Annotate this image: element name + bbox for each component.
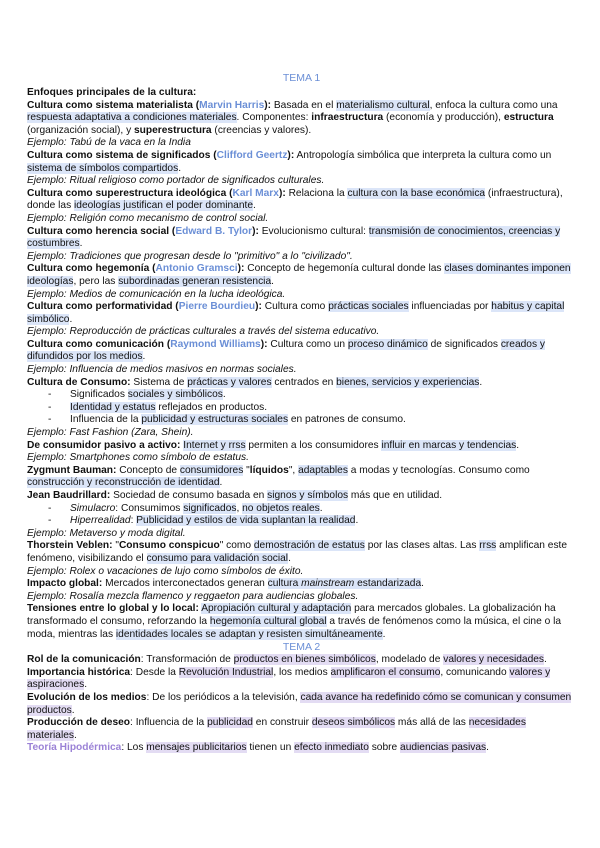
highlight: bienes, servicios y experiencias	[336, 376, 480, 388]
text: Basada en el	[271, 99, 337, 111]
highlight: Revolución Industrial	[178, 666, 274, 678]
text: en construir	[252, 717, 312, 729]
example-line: Ejemplo: Tradiciones que progresan desde lo "primitivo" a lo "civilizado".	[27, 250, 353, 262]
text: .	[479, 376, 483, 388]
section-heading: Cultura como comunicación (	[27, 338, 171, 350]
list-item	[70, 515, 576, 528]
highlight: creados y difundidos por los medios	[27, 338, 545, 363]
example-line: Ejemplo: Tabú de la vaca en la India	[27, 137, 191, 149]
example-line: Ejemplo: Fast Fashion (Zara, Shein).	[27, 427, 194, 439]
text: ",	[288, 464, 299, 476]
highlight: hegemonía cultural global	[209, 615, 327, 627]
highlight: no objetos reales	[242, 502, 320, 514]
text: Influencia de la	[70, 414, 142, 426]
example-line: Ejemplo: Rosalía mezcla flamenco y reggaeton para audiencias globales.	[27, 590, 359, 602]
tema2-title: TEMA 2	[282, 641, 321, 654]
text: " como	[219, 540, 254, 552]
text: : Desde la	[130, 666, 179, 678]
text: .	[74, 729, 77, 741]
section-superestructura	[27, 188, 576, 213]
intro-heading: Enfoques principales de la cultura:	[27, 87, 197, 98]
highlight: construcción y reconstrucción de identidad	[27, 477, 220, 489]
heading-close: ):	[237, 263, 245, 275]
highlight: estandarizada	[354, 578, 422, 590]
highlight: mainstream	[301, 578, 355, 590]
text: Relaciona la	[285, 187, 348, 199]
highlight: influir en marcas y tendencias	[381, 439, 517, 451]
section-heading: Rol de la comunicación	[27, 654, 141, 666]
author-name: Antonio Gramsci	[155, 263, 238, 275]
example-line: Ejemplo: Ritual religioso como portador de significados culturales.	[27, 175, 325, 187]
highlight: Internet y rrss	[183, 439, 246, 451]
highlight: audiencias pasivas	[400, 742, 487, 754]
example-line: Ejemplo: Religión como mecanismo de control social.	[27, 212, 269, 224]
highlight: identidades locales se adaptan y resisten simultáneamente	[115, 628, 383, 640]
italic-term: Hiperrealidad	[70, 515, 131, 527]
heading-close: ):	[287, 149, 295, 161]
text: .	[222, 389, 226, 401]
section-heading: Importancia histórica	[27, 666, 131, 678]
section-heading: Cultura como sistema materialista (	[27, 99, 200, 111]
section-produccion-deseo	[27, 717, 576, 742]
list-item	[70, 402, 576, 415]
text: (infraestructura), donde las	[27, 187, 563, 212]
highlight: clases dominantes imponen ideologías	[27, 263, 571, 287]
text: .	[382, 628, 386, 640]
text: : Transformación de	[140, 654, 234, 666]
text: por las clases altas. Las	[364, 540, 480, 552]
text: amplifican este fenómeno, visibilizando el	[27, 540, 568, 564]
author-name: Karl Marx	[232, 187, 279, 199]
text: (creencias y valores).	[211, 124, 312, 136]
highlight: deseos simbólicos	[311, 717, 396, 729]
author-name: Raymond Williams	[170, 338, 261, 350]
consumo-list	[27, 389, 576, 427]
section-evolucion-medios	[27, 692, 576, 717]
text: .	[288, 552, 291, 564]
text: tienen un	[246, 742, 295, 754]
highlight: necesidades materiales	[27, 717, 526, 741]
text: .	[355, 515, 359, 527]
section-heading: Thorstein Veblen:	[27, 540, 113, 552]
section-consumo	[27, 377, 576, 390]
highlight: adaptables	[298, 464, 348, 476]
highlight: amplificaron el consumo	[330, 666, 441, 678]
text: .	[219, 477, 223, 489]
section-baudrillard	[27, 490, 576, 503]
baudrillard-list	[27, 503, 576, 528]
section-tensiones	[27, 603, 576, 641]
author-name: Clifford Geertz	[216, 149, 288, 161]
text: sobre	[368, 742, 401, 754]
text: reflejados en productos.	[155, 401, 268, 413]
heading-close: ):	[264, 99, 272, 111]
section-materialista	[27, 100, 576, 138]
example-line: Ejemplo: Influencia de medios masivos en normas sociales.	[27, 364, 297, 376]
text: más que en utilidad.	[348, 490, 443, 501]
highlight: respuesta adaptativa a condiciones materiales	[27, 112, 237, 124]
bold-term: infraestructura	[311, 112, 384, 124]
text: Cultura como	[261, 301, 329, 313]
section-comunicacion	[27, 339, 576, 364]
text: para mercados globales. La globalización ha transformado el consumo, reforzando la	[27, 603, 556, 627]
text: "	[112, 540, 119, 552]
text: más allá de las	[395, 717, 469, 729]
text: : Consumimos	[115, 502, 184, 514]
text: .	[252, 200, 256, 212]
text: de significados	[427, 338, 501, 350]
section-heading: Cultura como sistema de significados (	[27, 149, 217, 161]
section-heading: Impacto global:	[27, 578, 103, 590]
section-teoria-hipodermica	[27, 742, 576, 755]
section-significados	[27, 150, 576, 175]
highlight: cultura	[267, 578, 302, 590]
section-herencia	[27, 226, 576, 251]
text: influenciadas por	[408, 301, 492, 313]
bold-term: superestructura	[134, 124, 212, 136]
text: : De los periódicos a la televisión,	[146, 691, 301, 703]
highlight: mensajes publicitarios	[146, 742, 247, 754]
text: .	[84, 679, 88, 691]
highlight: productos en bienes simbólicos	[233, 654, 376, 666]
text: Sociedad de consumo basada en	[110, 490, 268, 501]
section-heading: Evolución de los medios	[27, 691, 147, 703]
section-consumidor-activo	[27, 440, 576, 453]
highlight: consumidores	[179, 464, 244, 476]
text: .	[71, 704, 75, 716]
text: Sistema de	[130, 376, 188, 388]
highlight: Identidad y estatus	[70, 401, 156, 413]
text: en patrones de consumo.	[288, 414, 406, 426]
bold-term: Consumo conspicuo	[118, 540, 220, 552]
section-heading: Zygmunt Bauman:	[27, 464, 117, 476]
highlight: sistema de símbolos compartidos	[27, 162, 179, 174]
author-name: Marvin Harris	[199, 99, 265, 111]
section-performatividad	[27, 301, 576, 326]
text: Concepto de hegemonía cultural donde las	[244, 263, 445, 275]
tema1-title: TEMA 1	[282, 72, 321, 84]
text: .	[271, 275, 274, 287]
text: centrados en	[271, 376, 337, 388]
heading-close: ):	[278, 187, 286, 199]
highlight: prácticas y valores	[187, 376, 272, 388]
section-heading: Cultura como superestructura ideológica (	[27, 187, 233, 199]
text: .	[421, 578, 424, 590]
text: Concepto de	[116, 464, 180, 476]
highlight: publicidad	[207, 717, 253, 729]
highlight: subordinadas generan resistencia	[118, 275, 272, 287]
highlight: significados	[183, 502, 237, 514]
section-heading: Cultura como hegemonía (	[27, 263, 156, 275]
italic-term: Simulacro	[70, 502, 116, 514]
section-heading: De consumidor pasivo a activo:	[27, 439, 181, 451]
text: .	[142, 351, 146, 363]
text: .	[319, 502, 323, 514]
text: : Influencia de la	[130, 717, 208, 729]
section-heading: Cultura como herencia social (	[27, 225, 176, 237]
highlight: habitus y capital simbólico	[27, 301, 565, 325]
highlight: valores y necesidades	[443, 654, 545, 666]
section-importancia-historica	[27, 667, 576, 692]
text: , enfoca la cultura como una	[429, 99, 558, 111]
highlight: ideologías justifican el poder dominante	[74, 200, 253, 212]
text: Significados	[70, 389, 128, 401]
section-hegemonia	[27, 263, 576, 288]
highlight: proceso dinámico	[347, 338, 428, 350]
example-line: Ejemplo: Reproducción de prácticas culturales a través del sistema educativo.	[27, 326, 380, 338]
text: "	[243, 464, 250, 476]
text: .	[486, 742, 489, 754]
highlight: demostración de estatus	[253, 540, 365, 552]
author-name: Pierre Bourdieu	[178, 301, 256, 313]
section-veblen	[27, 540, 576, 565]
list-item	[70, 503, 576, 516]
example-line: Ejemplo: Rolex o vacaciones de lujo como símbolos de éxito.	[27, 565, 304, 577]
section-heading: Jean Baudrillard:	[27, 490, 111, 501]
section-heading: Cultura como performatividad (	[27, 301, 179, 313]
heading-close: ):	[252, 225, 259, 237]
text: .	[69, 313, 73, 325]
list-item	[70, 414, 576, 427]
text: a modas y tecnologías. Consumo como	[347, 464, 530, 476]
highlight: consumo para validación social	[146, 552, 289, 564]
text: Mercados interconectados generan	[102, 578, 268, 590]
heading-close: ):	[260, 338, 268, 350]
highlight: Publicidad y estilos de vida suplantan la realidad	[136, 515, 356, 527]
text: . Componentes:	[236, 112, 312, 124]
highlight: prácticas sociales	[328, 301, 409, 313]
highlight: rrss	[479, 540, 497, 552]
text: .	[79, 238, 83, 250]
text: a través de fenómenos como la música, el cine o la moda, mientras las	[27, 615, 562, 640]
text: , los medios	[273, 666, 331, 678]
section-heading: Tensiones entre lo global y lo local:	[27, 603, 199, 615]
bold-term: estructura	[503, 112, 554, 124]
section-heading: Producción de deseo	[27, 717, 131, 729]
example-line: Ejemplo: Metaverso y moda digital.	[27, 527, 186, 539]
section-impacto-global	[27, 578, 576, 591]
highlight: transmisión de conocimientos, creencias y costumbres	[27, 225, 561, 250]
highlight: publicidad y estructuras sociales	[141, 414, 289, 426]
heading-close: ):	[255, 301, 262, 313]
highlight: efecto inmediato	[294, 742, 369, 754]
author-name: Edward B. Tylor	[175, 225, 253, 237]
text: .	[516, 439, 520, 451]
section-bauman	[27, 465, 576, 490]
text: , comunicando	[440, 666, 510, 678]
example-line: Ejemplo: Medios de comunicación en la lucha ideológica.	[27, 288, 286, 300]
text: Evolucionismo cultural:	[258, 225, 369, 237]
example-line: Ejemplo: Smartphones como símbolo de estatus.	[27, 452, 249, 464]
text: : Los	[121, 742, 147, 754]
highlight: sociales y simbólicos	[127, 389, 223, 401]
text: Antropología simbólica que interpreta la cultura como un	[294, 149, 552, 161]
text: .	[544, 654, 547, 666]
section-heading: Cultura de Consumo:	[27, 376, 131, 388]
text: .	[178, 162, 182, 174]
text: (economía y producción),	[383, 112, 504, 124]
bold-term: líquidos	[249, 464, 289, 476]
text: (organización social), y	[27, 124, 135, 136]
highlight: signos y símbolos	[267, 490, 349, 501]
text: :	[130, 515, 137, 527]
text: , modelado de	[375, 654, 444, 666]
text: Cultura como un	[267, 338, 348, 350]
text: permiten a los consumidores	[245, 439, 382, 451]
highlight: valores y aspiraciones	[27, 666, 551, 691]
list-item	[70, 389, 576, 402]
section-heading: Teoría Hipodérmica	[27, 742, 122, 754]
text: ,	[236, 502, 243, 514]
text: , pero las	[73, 275, 119, 287]
highlight: cultura con la base económica	[347, 187, 486, 199]
highlight: Apropiación cultural y adaptación	[201, 603, 352, 615]
section-rol-comunicacion	[27, 654, 576, 667]
highlight: cada avance ha redefinido cómo se comunican y consumen productos	[27, 691, 572, 716]
highlight: materialismo cultural	[336, 99, 430, 111]
